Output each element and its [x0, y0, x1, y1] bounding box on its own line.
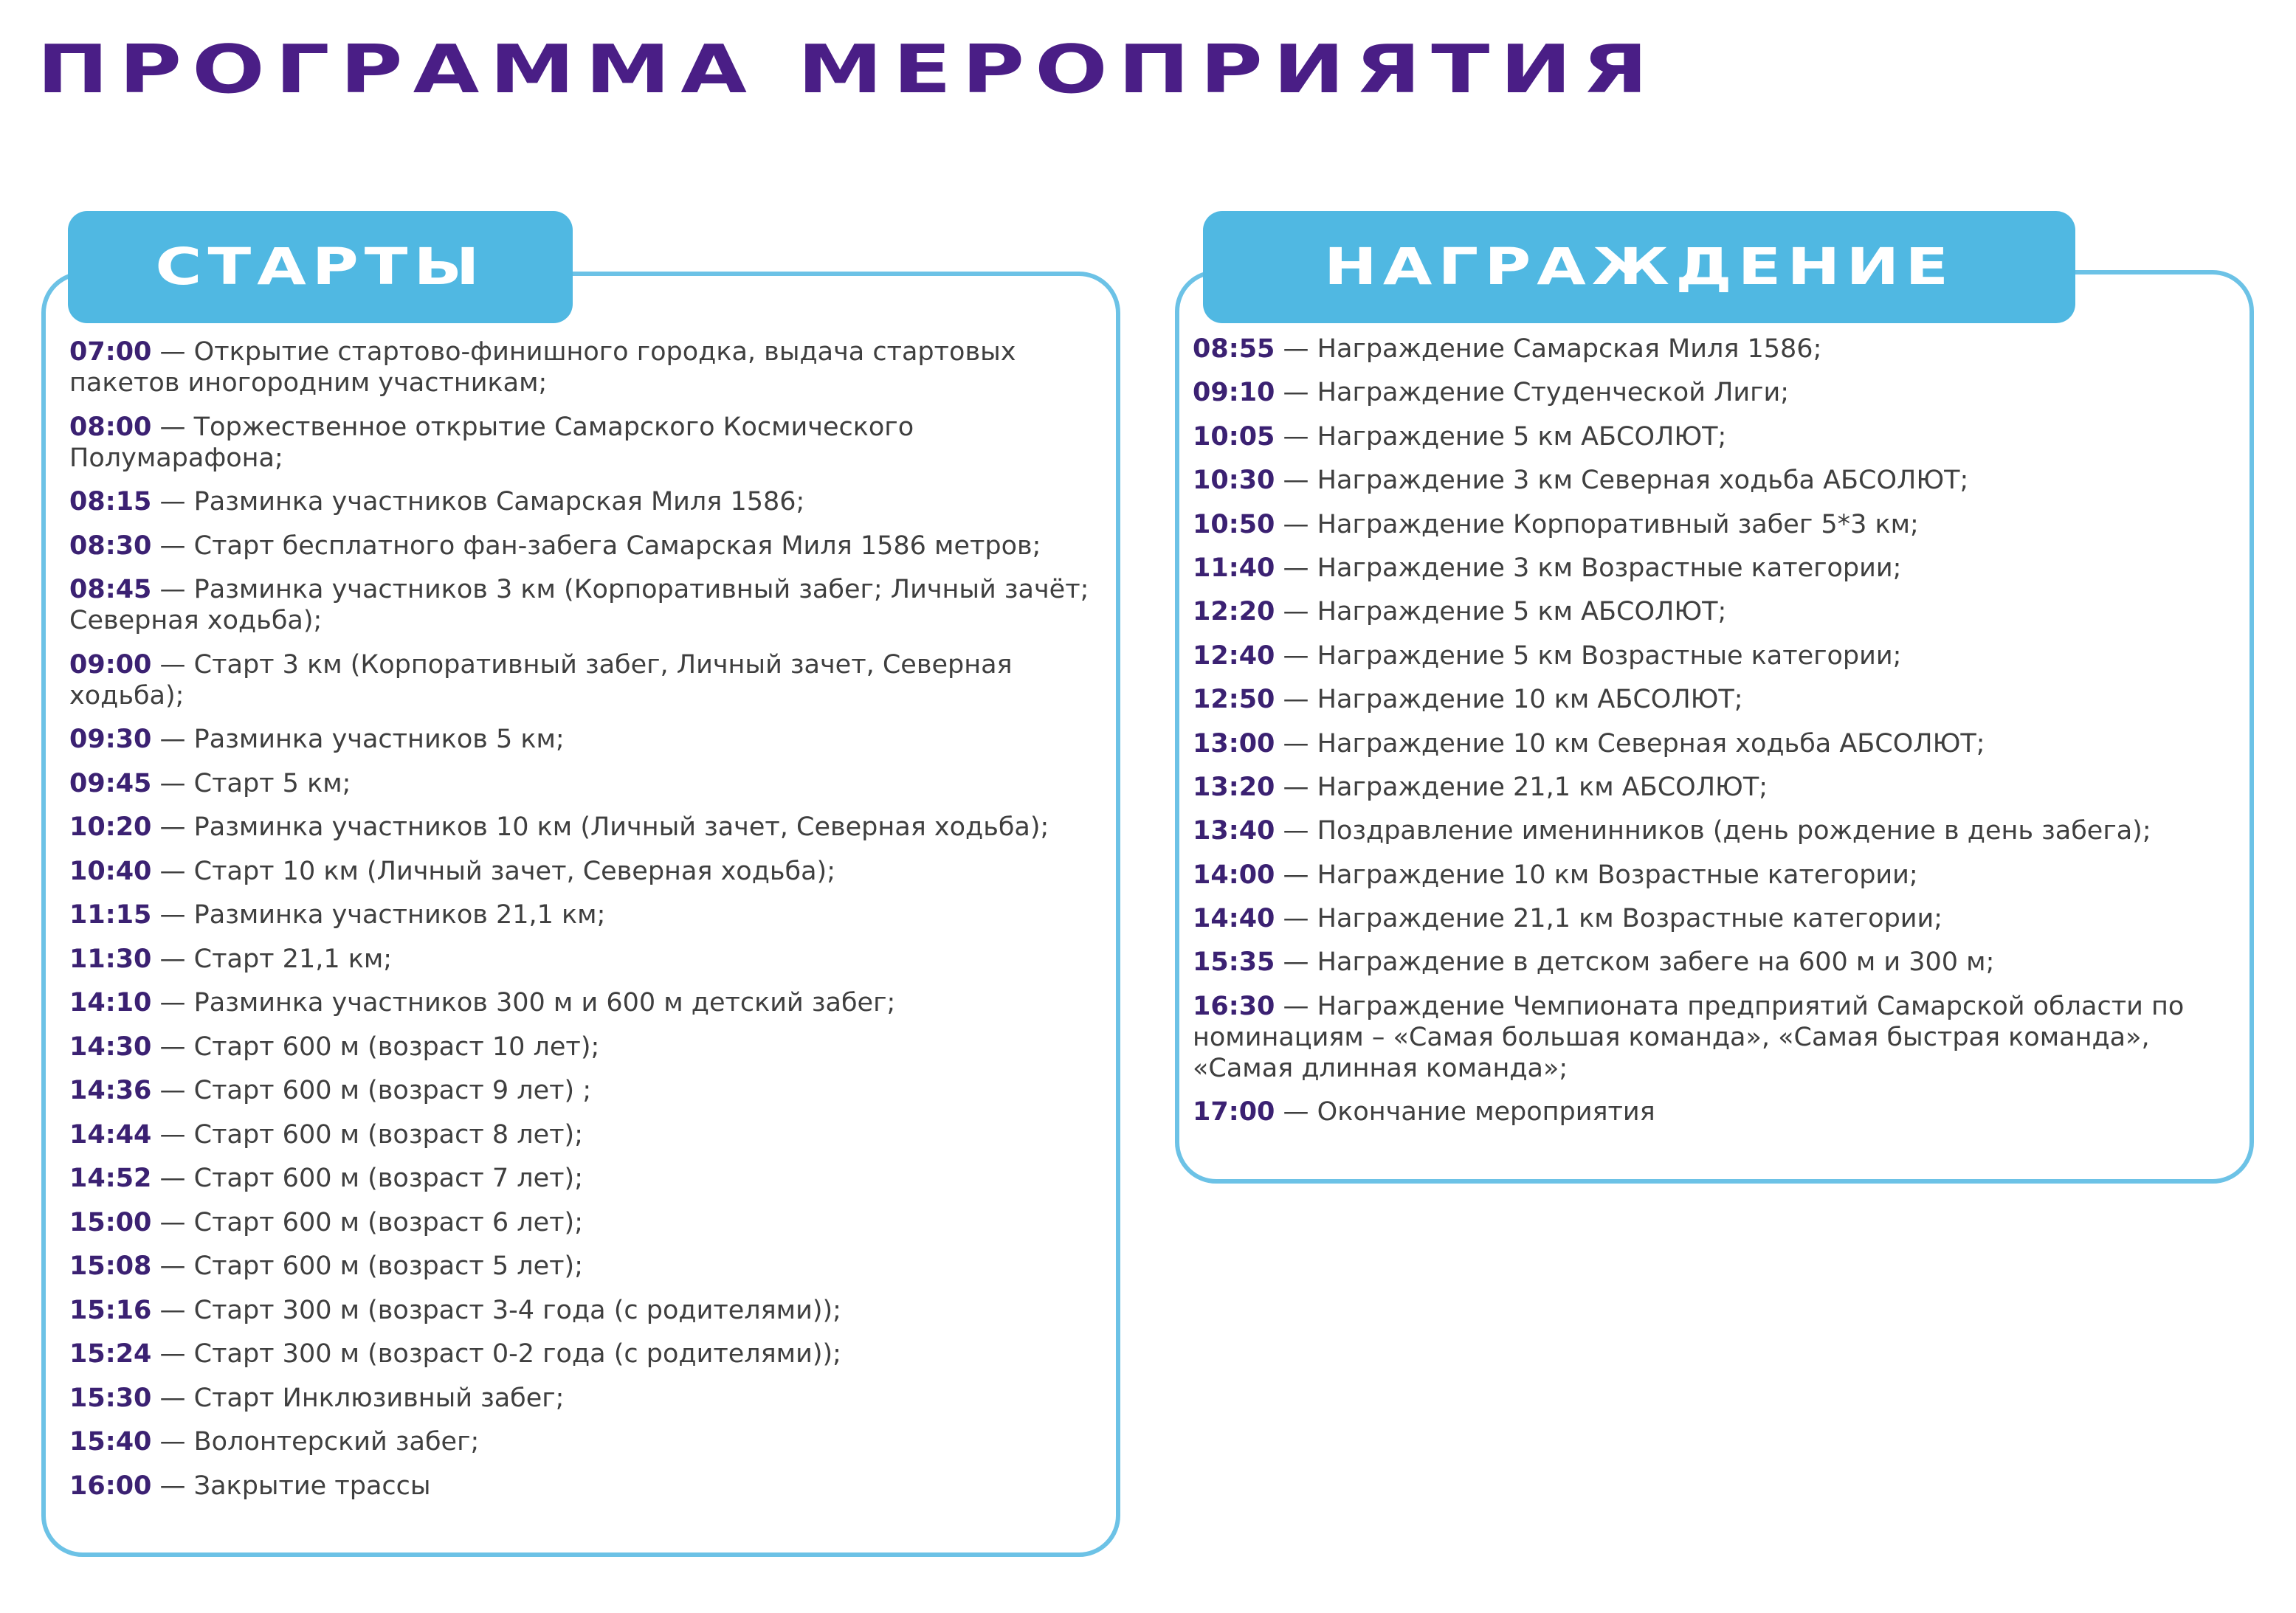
item-description: — Разминка участников 5 км;	[151, 725, 565, 754]
item-time: 10:40	[69, 856, 152, 886]
item-time: 16:00	[69, 1471, 152, 1501]
item-time: 10:30	[1193, 466, 1275, 496]
starts-schedule-list	[69, 336, 1101, 1514]
schedule-item	[69, 1251, 1101, 1282]
item-description: — Волонтерский забег;	[151, 1427, 480, 1457]
item-time: 07:00	[69, 337, 152, 367]
item-time: 09:10	[1193, 378, 1275, 408]
item-time: 15:08	[69, 1251, 152, 1281]
item-description: — Награждение 10 км Северная ходьба АБСОЛЮТ;	[1275, 728, 1985, 759]
item-description: — Награждение Корпоративный забег 5*3 км;	[1275, 509, 1919, 539]
item-description: — Награждение 5 км АБСОЛЮТ;	[1275, 421, 1727, 452]
item-time: 12:40	[1193, 640, 1275, 671]
item-description: — Разминка участников 10 км (Личный зачет, Северная ходьба);	[151, 812, 1049, 842]
item-time: 15:40	[69, 1427, 152, 1457]
schedule-item	[69, 1426, 1101, 1457]
item-time: 10:20	[69, 812, 152, 842]
schedule-item	[1193, 377, 2233, 408]
schedule-item	[69, 812, 1101, 843]
item-description: — Разминка участников 3 км (Корпоративный забег; Личный зачёт; Северная ходьба);	[69, 575, 1089, 635]
item-description: — Разминка участников 21,1 км;	[151, 900, 606, 930]
schedule-item	[69, 944, 1101, 975]
item-description: — Старт 600 м (возраст 5 лет);	[151, 1251, 583, 1281]
schedule-item	[69, 1032, 1101, 1063]
schedule-item	[69, 987, 1101, 1018]
schedule-item	[1193, 640, 2233, 671]
schedule-item	[1193, 991, 2233, 1084]
item-description: — Старт 600 м (возраст 6 лет);	[151, 1207, 583, 1237]
item-time: 14:10	[69, 988, 152, 1018]
item-description: — Старт Инклюзивный забег;	[151, 1383, 565, 1413]
item-description: — Награждение в детском забеге на 600 м и 300 м;	[1275, 947, 1995, 978]
item-description: — Награждение 10 км АБСОЛЮТ;	[1275, 685, 1743, 715]
item-description: — Старт 300 м (возраст 3-4 года (с родителями));	[151, 1295, 841, 1325]
item-time: 11:15	[69, 900, 152, 930]
item-time: 10:50	[1193, 509, 1275, 539]
schedule-item	[1193, 465, 2233, 496]
schedule-item	[69, 768, 1101, 799]
item-time: 08:30	[69, 531, 152, 561]
schedule-item	[1193, 421, 2233, 452]
item-time: 14:40	[1193, 904, 1275, 934]
item-description: — Награждение 10 км Возрастные категории;	[1275, 860, 1918, 890]
item-time: 13:00	[1193, 728, 1275, 759]
item-time: 11:40	[1193, 553, 1275, 583]
item-description: — Награждение Самарская Миля 1586;	[1275, 334, 1822, 364]
item-description: — Награждение 3 км Северная ходьба АБСОЛЮТ;	[1275, 466, 1969, 496]
awards-panel-header	[1203, 211, 2075, 323]
item-description: — Старт бесплатного фан-забега Самарская Миля 1586 метров;	[151, 531, 1041, 561]
schedule-item	[1193, 860, 2233, 891]
item-description: — Награждение 21,1 км АБСОЛЮТ;	[1275, 772, 1768, 802]
schedule-item	[1193, 815, 2233, 846]
item-description: — Награждение Чемпионата предприятий Самарской области по номинациям – «Самая большая команда», «Самая быстрая команда», «Самая длинная команда»;	[1193, 991, 2185, 1083]
schedule-item	[1193, 1096, 2233, 1127]
item-time: 12:20	[1193, 597, 1275, 627]
item-time: 17:00	[1193, 1097, 1275, 1127]
item-description: — Старт 600 м (возраст 7 лет);	[151, 1164, 583, 1193]
item-description: — Старт 21,1 км;	[151, 944, 393, 974]
schedule-item	[69, 1119, 1101, 1150]
schedule-item	[69, 531, 1101, 562]
item-description: — Открытие стартово-финишного городка, выдача стартовых пакетов иногородним участникам;	[69, 337, 1016, 398]
schedule-item	[69, 486, 1101, 517]
schedule-item	[69, 574, 1101, 636]
schedule-item	[69, 1339, 1101, 1370]
schedule-item	[69, 649, 1101, 711]
item-time: 08:00	[69, 412, 152, 442]
item-description: — Награждение 3 км Возрастные категории;	[1275, 553, 1902, 583]
item-time: 15:00	[69, 1207, 152, 1237]
item-description: — Старт 5 км;	[151, 768, 351, 798]
schedule-item	[1193, 553, 2233, 584]
item-description: — Награждение 5 км Возрастные категории;	[1275, 640, 1902, 671]
item-time: 09:00	[69, 649, 152, 680]
schedule-item	[1193, 596, 2233, 627]
item-time: 12:50	[1193, 685, 1275, 715]
item-description: — Поздравление именинников (день рождение в день забега);	[1275, 816, 2151, 846]
item-time: 15:35	[1193, 947, 1275, 978]
item-time: 16:30	[1193, 991, 1275, 1021]
item-description: — Награждение 21,1 км Возрастные категории;	[1275, 904, 1943, 934]
item-description: — Старт 10 км (Личный зачет, Северная ходьба);	[151, 856, 835, 886]
item-description: — Старт 300 м (возраст 0-2 года (с родителями));	[151, 1339, 841, 1369]
item-description: — Старт 600 м (возраст 8 лет);	[151, 1119, 583, 1150]
item-description: — Торжественное открытие Самарского Космического Полумарафона;	[69, 412, 914, 473]
item-time: 11:30	[69, 944, 152, 974]
schedule-item	[69, 1295, 1101, 1326]
item-time: 14:52	[69, 1164, 152, 1193]
item-time: 08:45	[69, 575, 152, 604]
schedule-item	[1193, 947, 2233, 978]
item-time: 15:16	[69, 1295, 152, 1325]
schedule-item	[69, 412, 1101, 474]
item-description: — Разминка участников 300 м и 600 м детский забег;	[151, 988, 896, 1018]
schedule-item	[69, 724, 1101, 755]
schedule-item	[1193, 728, 2233, 759]
item-time: 14:30	[69, 1032, 152, 1062]
schedule-item	[69, 1075, 1101, 1106]
item-time: 13:20	[1193, 772, 1275, 802]
schedule-item	[1193, 334, 2233, 365]
schedule-item	[69, 1163, 1101, 1194]
item-time: 09:30	[69, 725, 152, 754]
item-description: — Награждение Студенческой Лиги;	[1275, 378, 1790, 408]
item-description: — Старт 3 км (Корпоративный забег, Личный зачет, Северная ходьба);	[69, 649, 1013, 711]
schedule-item	[69, 336, 1101, 398]
schedule-item	[1193, 684, 2233, 715]
item-description: — Старт 600 м (возраст 9 лет) ;	[151, 1076, 592, 1105]
page-title: ПРОГРАММА МЕРОПРИЯТИЯ	[37, 30, 1658, 108]
schedule-item	[69, 1471, 1101, 1502]
item-description: — Старт 600 м (возраст 10 лет);	[151, 1032, 600, 1062]
schedule-item	[69, 856, 1101, 887]
item-time: 08:55	[1193, 334, 1275, 364]
item-time: 14:00	[1193, 860, 1275, 890]
item-time: 13:40	[1193, 816, 1275, 846]
item-time: 08:15	[69, 487, 152, 517]
item-time: 09:45	[69, 768, 152, 798]
item-time: 15:24	[69, 1339, 152, 1369]
starts-heading: СТАРТЫ	[155, 238, 486, 297]
schedule-item	[1193, 903, 2233, 934]
item-time: 14:44	[69, 1119, 152, 1150]
schedule-item	[69, 1207, 1101, 1238]
starts-panel-header	[68, 211, 573, 323]
item-time: 14:36	[69, 1076, 152, 1105]
item-time: 15:30	[69, 1383, 152, 1413]
item-description: — Окончание мероприятия	[1275, 1097, 1655, 1127]
schedule-item	[69, 1383, 1101, 1414]
awards-heading: НАГРАЖДЕНИЕ	[1323, 238, 1955, 297]
schedule-item	[1193, 509, 2233, 540]
awards-schedule-list	[1193, 334, 2233, 1141]
item-description: — Разминка участников Самарская Миля 1586;	[151, 487, 805, 517]
item-time: 10:05	[1193, 421, 1275, 452]
schedule-item	[69, 899, 1101, 930]
item-description: — Закрытие трассы	[151, 1471, 431, 1501]
item-description: — Награждение 5 км АБСОЛЮТ;	[1275, 597, 1727, 627]
schedule-item	[1193, 772, 2233, 803]
